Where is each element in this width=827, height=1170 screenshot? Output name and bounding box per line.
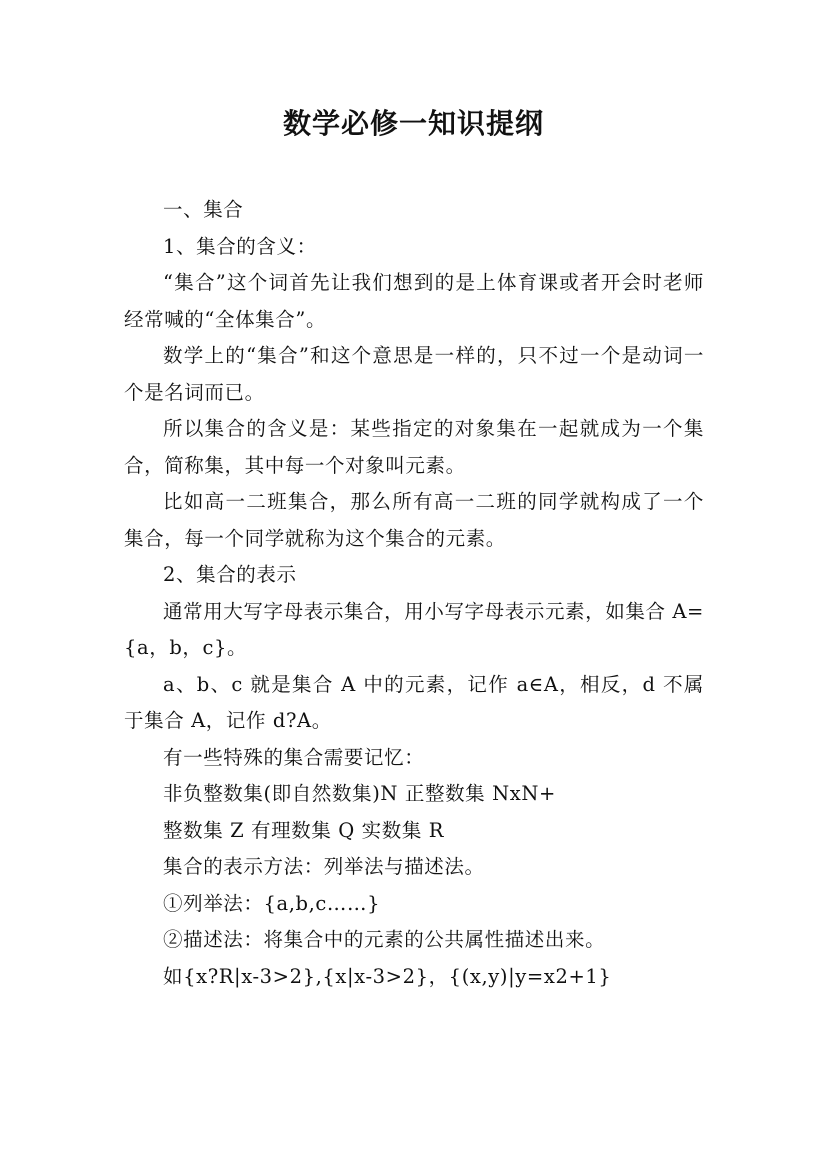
- body-paragraph: 有一些特殊的集合需要记忆：: [163, 745, 425, 769]
- body-paragraph: “集合”这个词首先让我们想到的是上体育课或者开会时老师经常喊的“全体集合”。: [124, 271, 704, 331]
- body-paragraph: 整数集 Z 有理数集 Q 实数集 R: [163, 818, 445, 842]
- document-title: 数学必修一知识提纲: [282, 107, 544, 140]
- body-paragraph: 所以集合的含义是：某些指定的对象集在一起就成为一个集合，简称集，其中每一个对象叫元素。: [124, 417, 704, 477]
- body-paragraph: 比如高一二班集合，那么所有高一二班的同学就构成了一个集合，每一个同学就称为这个集合的元素。: [124, 490, 704, 550]
- body-paragraph: a、b、c 就是集合 A 中的元素，记作 a∈A，相反，d 不属于集合 A，记作 d?A。: [124, 672, 704, 732]
- subsection-heading: 1、集合的含义：: [163, 234, 317, 258]
- body-paragraph: 非负整数集(即自然数集)N 正整数集 NxN+: [163, 782, 556, 805]
- document-body: [124, 192, 704, 995]
- body-paragraph: 集合的表示方法：列举法与描述法。: [163, 855, 485, 878]
- list-item: ②描述法：将集合中的元素的公共属性描述出来。: [163, 928, 606, 951]
- body-paragraph: 通常用大写字母表示集合，用小写字母表示元素，如集合 A={a，b，c}。: [124, 599, 704, 659]
- body-paragraph: 如{x?R|x-3>2},{x|x-3>2}，{(x,y)|y=x2+1}: [163, 964, 612, 988]
- list-item: ①列举法：{a,b,c……}: [163, 891, 381, 915]
- body-paragraph: 数学上的“集合”和这个意思是一样的，只不过一个是动词一个是名词而已。: [124, 344, 704, 404]
- subsection-heading: 2、集合的表示: [163, 563, 297, 586]
- section-heading: 一、集合: [163, 198, 244, 221]
